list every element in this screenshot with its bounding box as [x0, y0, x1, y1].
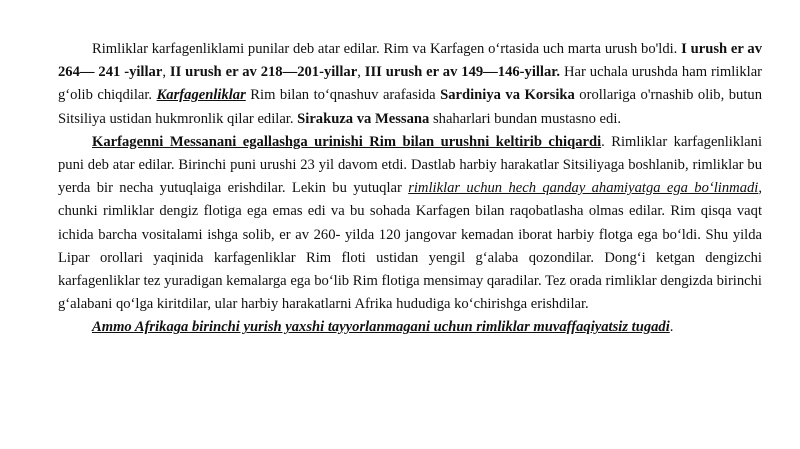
text-span: Rim bilan to‘qnashuv arafasida — [245, 87, 441, 104]
text-span: shaharlari bundan mustasno edi. — [429, 110, 622, 127]
paragraph-2 — [58, 131, 762, 317]
karfagenliklar-emphasis: Karfagenliklar — [156, 87, 246, 104]
paragraph-2-emphasis: rimliklar uchun hech qanday ahamiyatga ega bo‘linmadi — [408, 180, 759, 197]
paragraph-3 — [58, 316, 762, 339]
text-span: , — [357, 64, 365, 81]
text-span: Har uchala urushda ham rimliklar g‘olib chiqdilar. — [58, 64, 763, 104]
third-war-dates: III urush er av 149—146-yillar. — [364, 64, 561, 81]
text-span: , chunki rimliklar dengiz flotiga ega emas edi va bu sohada Karfagen bilan raqobatlasha olmas edilar. Rim qisqa vaqt ichida barcha vositalami ishga solib, er av 260- yilda 120 jangovar kemadan iborat harbiy flotga ega bo‘ldi. Shu yilda Lipar orollari yaqinida karfagenliklar Rim floti ustidan yengil g‘alaba qozondilar. Dong‘i ketgan dengizchi karfagenliklar tez yuradigan kemalarga ega bo‘lib Rim flotiga mensimay qaradilar. Tez orada rimliklar dengizda birinchi g‘alabani qo‘lga kiritdilar, ular harbiy harakatlarni Afrika hududiga ko‘chirishga erishdilar. — [58, 180, 762, 313]
second-war-dates: II urush er av 218—201-yillar — [169, 64, 358, 81]
paragraph-1 — [58, 38, 762, 131]
text-span: orollariga o'rnashib olib, butun Sitsiliya ustidan hukmronlik qilar edilar. — [58, 87, 762, 127]
first-war-dates: I urush er av 264— 241 -yillar — [58, 41, 762, 81]
paragraph-3-lead: Ammo Afrikaga birinchi yurish yaxshi tayyorlanmagani uchun rimliklar muvaffaqiyatsiz tugadi — [92, 319, 670, 336]
text-span: Rimliklar karfagenliklami punilar deb atar edilar. Rim va Karfagen o‘rtasida uch marta urush bo'ldi. — [92, 41, 682, 57]
cities-emphasis: Sirakuza va Messana — [297, 110, 430, 127]
paragraph-2-lead: Karfagenni Messanani egallashga urinishi Rim bilan urushni keltirib chiqardi — [92, 133, 602, 150]
document-page — [58, 38, 762, 340]
islands-emphasis: Sardiniya va Korsika — [440, 87, 575, 104]
text-span: . — [669, 319, 674, 336]
text-span: , — [162, 64, 170, 81]
text-span: . Rimliklar karfagenliklani puni deb atar edilar. Birinchi puni urushi 23 yil davom etdi. Dastlab harbiy harakatlar Sitsiliyaga boshlanib, rimliklar bu yerda bir necha yutuqlaiga erishdilar. Lekin bu yutuqlar — [58, 133, 763, 197]
